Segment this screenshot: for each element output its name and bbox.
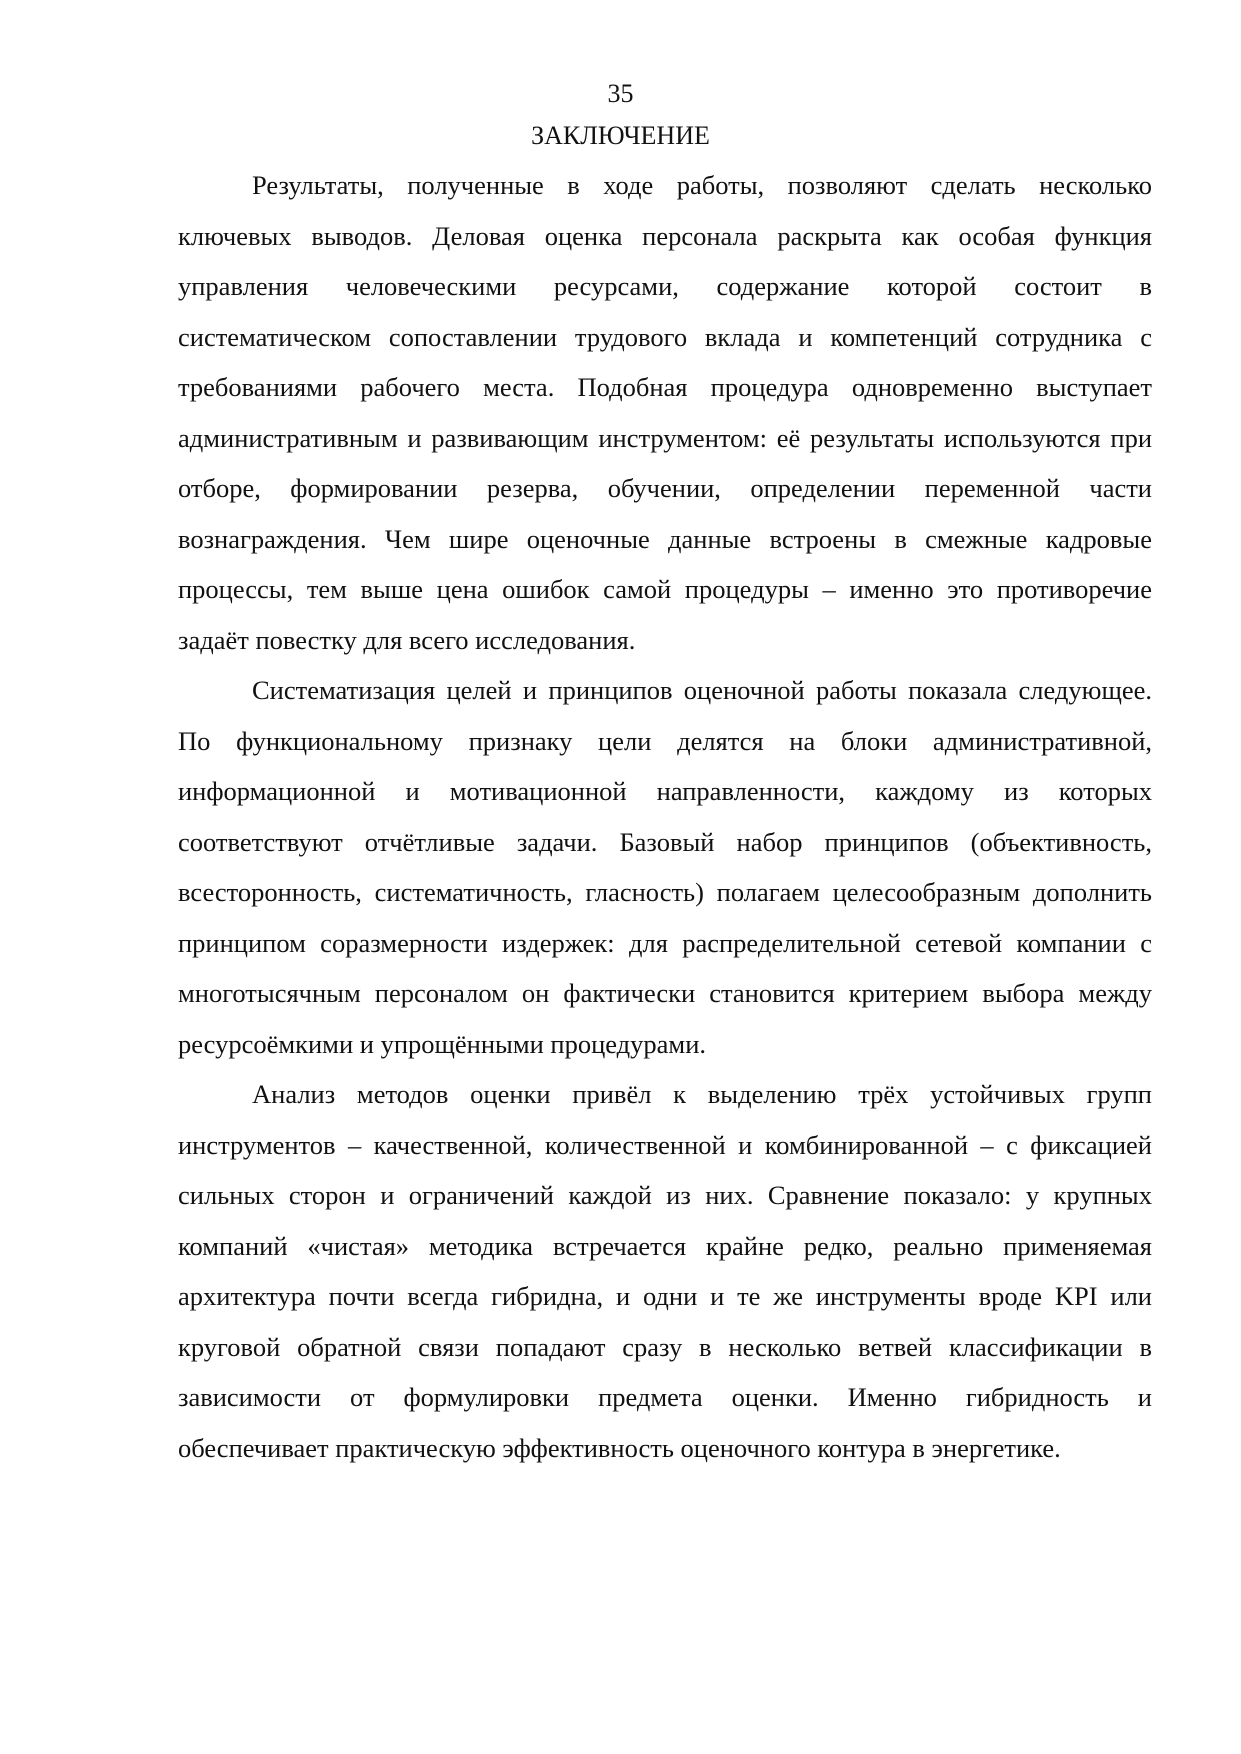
section-heading: ЗАКЛЮЧЕНИЕ (531, 121, 710, 150)
body-text (178, 160, 1152, 1473)
paragraph-3: Анализ методов оценки привёл к выделению трёх устойчивых групп инструментов – качественной, количественной и комбинированной – с фиксацией сильных сторон и ограничений каждой из них. Сравнение показало: у крупных компаний «чистая» методика встречается крайне редко, реально применяемая архитектура почти всегда гибридна, и одни и те же инструменты вроде KPI или круговой обратной связи попадают сразу в несколько ветвей классификации в зависимости от формулировки предмета оценки. Именно гибридность и обеспечивает практическую эффективность оценочного контура в энергетике. (178, 1079, 1152, 1463)
paragraph-2: Систематизация целей и принципов оценочной работы показала следующее. По функциональному признаку цели делятся на блоки административной, информационной и мотивационной направленности, каждому из которых соответствуют отчётливые задачи. Базовый набор принципов (объективность, всесторонность, систематичность, гласность) полагаем целесообразным дополнить принципом соразмерности издержек: для распределительной сетевой компании с многотысячным персоналом он фактически становится критерием выбора между ресурсоёмкими и упрощёнными процедурами. (178, 675, 1152, 1059)
paragraph-1: Результаты, полученные в ходе работы, позволяют сделать несколько ключевых выводов. Деловая оценка персонала раскрыта как особая функция управления человеческими ресурсами, содержание которой состоит в систематическом сопоставлении трудового вклада и компетенций сотрудника с требованиями рабочего места. Подобная процедура одновременно выступает административным и развивающим инструментом: её результаты используются при отборе, формировании резерва, обучении, определении переменной части вознаграждения. Чем шире оценочные данные встроены в смежные кадровые процессы, тем выше цена ошибок самой процедуры – именно это противоречие задаёт повестку для всего исследования. (178, 170, 1152, 655)
page-number: 35 (607, 79, 634, 108)
